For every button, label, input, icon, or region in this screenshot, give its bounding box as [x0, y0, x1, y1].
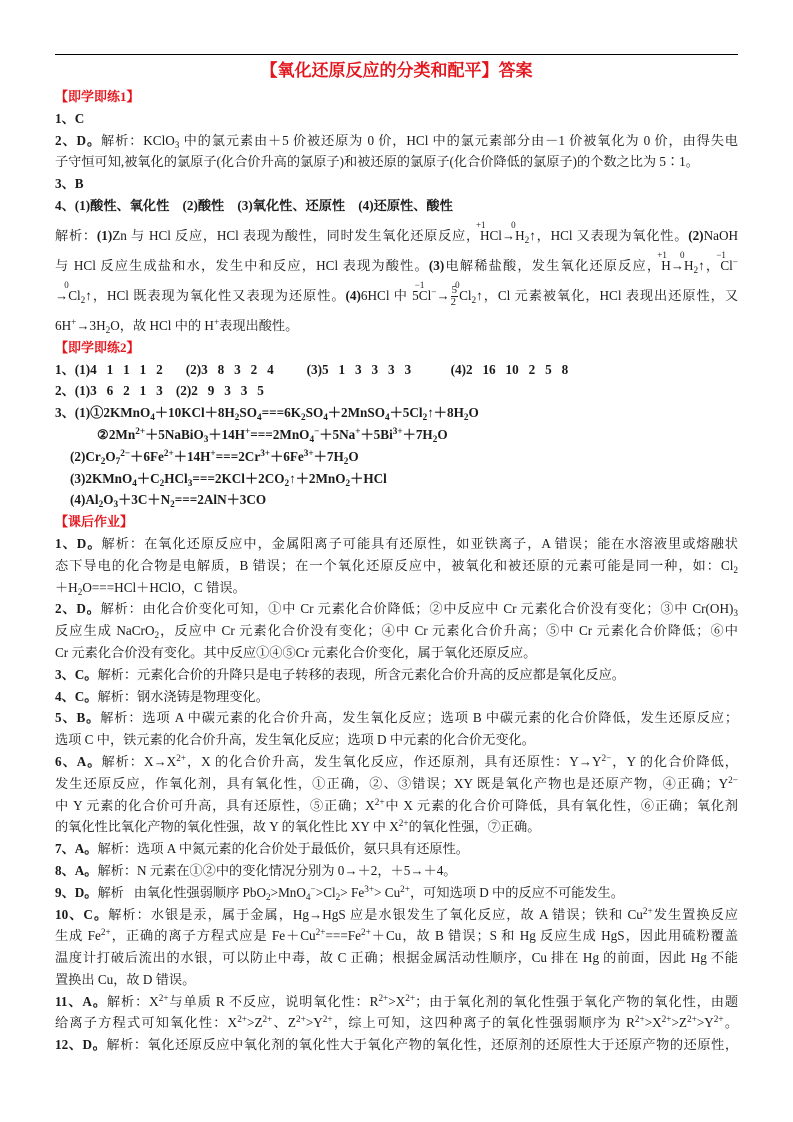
text-run: > Cu — [374, 884, 401, 900]
text-line — [55, 795, 738, 817]
oxidation-number: +1 — [657, 249, 667, 260]
superscript: + — [71, 316, 77, 327]
subscript: 3 — [203, 433, 209, 444]
text-line — [55, 729, 738, 751]
subscript: 2 — [524, 234, 530, 245]
bold-text-run: 1、D。 — [55, 535, 102, 551]
oxidation-number: +1 — [475, 219, 486, 230]
oxidation-number: 0 — [64, 279, 69, 290]
section-heading: 【即学即练1】 — [55, 89, 140, 104]
text-run: →3H — [76, 317, 106, 333]
text-run: 解析 由氧化性强弱顺序 PbO — [97, 884, 267, 900]
subscript: 2 — [432, 433, 438, 444]
subscript: 2 — [266, 891, 271, 902]
text-run: (2)Cr — [70, 448, 101, 464]
text-run: 生成 Fe — [55, 928, 101, 944]
subscript: 2 — [284, 477, 290, 488]
text-run: ，Y 的化合价降低， — [611, 753, 738, 769]
text-run: 6HCl 中 5 — [360, 287, 419, 303]
text-run: ＋10KCl＋8H — [154, 405, 235, 421]
text-run: ，反应中 Cr 元素化合价没有变化；④中 Cr 元素化合价升高；⑤中 Cr 元素化合价降低；⑥中 — [159, 623, 738, 639]
text-run: 选项 C 中，铁元素的化合价升高，发生氧化反应；选项 D 中元素的化合价无变化。 — [55, 732, 535, 748]
text-run: Cl→ — [489, 227, 516, 243]
text-run: 中的氯元素由＋5 价被还原为 0 价，HCl 中的氯元素部分由－1 价被氧化为 0 价，由得失电 — [179, 132, 738, 148]
subscript: 4 — [309, 433, 315, 444]
subscript: 2 — [471, 294, 477, 305]
fraction-numerator: 5 — [451, 284, 458, 297]
text-run: ＋7H — [402, 426, 433, 442]
bold-text-run: 12、D。 — [55, 1037, 107, 1053]
text-run: 反应生成 NaCrO — [55, 623, 155, 639]
superscript: 2− — [120, 447, 131, 458]
text-run: ，正确的离子方程式应是 Fe＋Cu — [110, 928, 316, 944]
text-run: 置换出 Cu，故 D 错误。 — [55, 971, 196, 987]
text-line — [55, 446, 738, 468]
subscript: 3 — [113, 499, 119, 510]
text-run: 解析：X→X — [101, 753, 177, 769]
text-run: 态下导电的化合物是电解质，B 错误；在一个氧化还原反应中，被氧化和被还原的元素可能是同一种，如：Cl — [55, 557, 734, 573]
text-run: HCl — [164, 470, 188, 486]
oxidation-state-annotation — [414, 279, 432, 307]
text-run: ＋Cu，故 B 错误；S 和 Hg 反应生成 HgS，因此用硫粉覆盖 — [370, 928, 738, 944]
text-run: 解析：钢水浇铸是物理变化。 — [97, 688, 269, 704]
bold-text-run: 4、C。 — [55, 688, 98, 704]
text-run: ↑，Cl 元素被氧化，HCl 表现出还原性，又 — [476, 287, 738, 303]
text-run: >Y — [696, 1015, 714, 1031]
text-line — [55, 577, 738, 599]
subscript: 4 — [150, 412, 155, 423]
text-run: ↑＋8H — [427, 405, 464, 421]
text-run: ＋6Fe — [270, 448, 304, 464]
text-line — [55, 359, 738, 381]
text-run: 电解稀盐酸，发生氧化还原反应， — [444, 257, 662, 273]
text-run: 解析：选项 A 中碳元素的化合价升高，发生氧化反应；选项 B 中碳元素的化合价降低，发生还原反应； — [100, 710, 738, 726]
text-run: 3、(1)①2KMnO — [55, 405, 151, 421]
subscript: 2 — [300, 412, 306, 423]
oxidation-state-annotation — [657, 249, 671, 277]
bold-text-run: 7、A。 — [55, 841, 98, 857]
text-run: ＋HCl — [350, 470, 387, 486]
superscript: 2+ — [262, 1014, 273, 1025]
text-run: ===2KCl＋2CO — [192, 470, 285, 486]
subscript: 3 — [733, 608, 738, 619]
text-run: 子守恒可知,被氧化的氯原子(化合价升高的氯原子)和被还原的氯原子(化合价降低的氯原子)的个数之比为 5∶1。 — [55, 154, 699, 170]
superscript: 2+ — [237, 1014, 248, 1025]
text-run: ＋14H — [208, 426, 245, 442]
text-run: >Cl — [315, 884, 336, 900]
element-symbol: Cl — [720, 257, 733, 273]
text-run: ↑，HCl 又表现为氧化性。 — [529, 227, 689, 243]
text-run: ↑， — [698, 257, 721, 273]
text-run: 解析：N 元素在①②中的变化情况分别为 0→＋2，＋5→＋4。 — [97, 862, 457, 878]
oxidation-state-annotation — [511, 219, 525, 247]
superscript: 3+ — [364, 883, 375, 894]
text-run: SO — [239, 405, 257, 421]
page-title: 【氧化还原反应的分类和配平】答案 — [260, 61, 533, 80]
text-run: ＋2MnSO — [327, 405, 385, 421]
section-heading: 【课后作业】 — [55, 514, 134, 530]
text-line — [55, 816, 738, 838]
oxidation-number: −1 — [414, 279, 425, 290]
text-run: O — [348, 448, 359, 464]
text-run: 给离子方程式可知氧化性：X — [55, 1015, 238, 1031]
superscript: 2+ — [687, 1014, 697, 1025]
superscript: 2+ — [360, 927, 371, 938]
text-run: 的氧化性强，⑦正确。 — [408, 819, 541, 835]
text-line — [55, 489, 738, 511]
subscript: 2 — [733, 564, 738, 575]
text-line — [55, 751, 738, 773]
text-run: ＋7H — [313, 448, 344, 464]
element-symbol: Cl — [68, 287, 81, 303]
superscript: 2+ — [135, 425, 146, 436]
text-run: → — [670, 257, 684, 273]
text-run: >Z — [671, 1015, 687, 1031]
subscript: 2 — [693, 264, 699, 275]
subscript: 3 — [187, 477, 193, 488]
element-symbol: H — [479, 227, 490, 243]
subscript: 2 — [77, 586, 83, 597]
text-run: 解析：由化合价变化可知，①中 Cr 元素化合价降低；②中反应中 Cr 元素化合价没有变化；③中 Cr(OH) — [100, 601, 734, 617]
superscript: 2+ — [378, 992, 389, 1003]
subscript: 2 — [335, 891, 341, 902]
superscript: 2− — [728, 774, 738, 785]
superscript: 2+ — [296, 1014, 306, 1025]
superscript: 2+ — [100, 927, 111, 938]
superscript: 2+ — [661, 1014, 672, 1025]
bold-text-run: (2) — [688, 227, 704, 243]
text-run: ，综上可知，这四种离子的氧化性强弱顺序为 R — [332, 1015, 635, 1031]
answer-content — [55, 86, 738, 1056]
superscript: 2+ — [315, 927, 326, 938]
oxidation-state-annotation — [64, 279, 81, 307]
bold-text-run: (3) — [428, 257, 445, 273]
text-run: ===6K — [261, 405, 301, 421]
text-run: O — [103, 492, 114, 508]
text-line — [55, 1034, 738, 1056]
text-run: 解析：在氧化还原反应中，金属阳离子可能具有还原性，如亚铁离子，A 错误；能在水溶液里或熔融状 — [101, 535, 738, 551]
superscript: + — [210, 447, 216, 458]
text-run: ；由于氧化剂的氧化性强于氧化产物的氧化性，由题 — [415, 993, 738, 1009]
bold-text-run: 8、A。 — [55, 862, 98, 878]
text-line — [55, 860, 738, 882]
text-run: 3、B — [55, 176, 84, 192]
text-line — [55, 173, 738, 195]
text-run: Zn 与 HCl 反应，HCl 表现为酸性，同时发生氧化还原反应， — [112, 227, 480, 243]
text-line — [55, 130, 738, 152]
text-run: >X — [644, 1015, 662, 1031]
header-rule — [55, 54, 738, 55]
subscript: 2 — [105, 324, 111, 335]
text-run: >X — [388, 993, 406, 1009]
oxidation-state-annotation — [716, 249, 733, 277]
text-run: ＋14H — [173, 448, 211, 464]
subscript: 2 — [98, 499, 104, 510]
text-line — [55, 555, 738, 577]
text-line — [55, 380, 738, 402]
superscript: 2+ — [374, 796, 385, 807]
text-run: ＋6Fe — [130, 448, 164, 464]
oxidation-state-annotation — [455, 279, 472, 307]
text-line — [55, 108, 738, 130]
text-run: 、Z — [272, 1015, 296, 1031]
text-run: 解析：选项 A 中氮元素的化合价处于最低价，氨只具有还原性。 — [97, 841, 469, 857]
subscript: 2 — [154, 630, 160, 641]
section-heading: 【即学即练2】 — [55, 339, 140, 355]
text-line — [55, 195, 738, 217]
text-run: 发生还原反应，作氧化剂，具有氧化性，①正确，②、③错误；XY 既是氧化产物也是还原产物，④正确；Y — [55, 775, 729, 791]
text-line — [55, 904, 738, 926]
subscript: 3 — [174, 139, 180, 150]
text-run: ＋5Bi — [360, 426, 393, 442]
superscript: − — [314, 425, 320, 436]
text-run: (4)Al — [70, 492, 99, 508]
text-run: 1、(1)4 1 1 1 2 (2)3 8 3 2 4 (3)5 1 3 3 3 3 (4)2 16 10 2 5 8 — [55, 361, 569, 377]
text-line — [55, 686, 738, 708]
text-run: 解析： — [55, 227, 97, 243]
text-run: ，可知选项 D 中的反应不可能发生。 — [410, 884, 624, 900]
oxidation-state-annotation — [679, 249, 694, 277]
text-run: 温度计打破后流出的水银，可以防止中毒，故 C 正确；根据金属活动性顺序，Cu 排在 Hg 的前面，因此 Hg 不能 — [55, 950, 738, 966]
text-line — [55, 947, 738, 969]
superscript: − — [431, 286, 437, 297]
text-run: 的氧化性比氧化产物的氧化性强，故 Y 的氧化性比 XY 中 X — [55, 819, 399, 835]
bold-text-run: 10、C。 — [55, 906, 109, 922]
subscript: 2 — [463, 412, 469, 423]
text-line — [55, 402, 738, 424]
fraction-denominator: 2 — [450, 296, 457, 309]
bold-text-run: 3、C。 — [55, 666, 98, 682]
text-line — [55, 533, 738, 555]
element-symbol: Cl — [459, 287, 472, 303]
subscript: 7 — [115, 455, 121, 466]
text-run: ＋5NaBiO — [145, 426, 204, 442]
text-run: ===2MnO — [250, 426, 310, 442]
superscript: 2+ — [634, 1014, 645, 1025]
superscript: − — [310, 883, 316, 894]
superscript: 2− — [601, 752, 612, 763]
text-run: O，故 HCl 中的 H — [110, 317, 214, 333]
superscript: 2+ — [163, 447, 174, 458]
text-run: Cr 元素化合价没有变化。其中反应①④⑤Cr 元素化合价变化，属于氧化还原反应。 — [55, 644, 537, 660]
text-run: ＋3C＋N — [118, 492, 171, 508]
superscript: 2+ — [158, 992, 169, 1003]
subscript: 2 — [100, 455, 106, 466]
text-run: 与单质 R 不反应，说明氧化性：R — [168, 993, 379, 1009]
subscript: 4 — [256, 412, 262, 423]
text-run: > Fe — [340, 884, 365, 900]
text-run: NaOH — [703, 227, 738, 243]
element-symbol: Cl — [418, 287, 432, 303]
text-line — [55, 882, 738, 904]
subscript: 4 — [305, 891, 311, 902]
subscript: 4 — [132, 477, 137, 488]
text-line — [55, 925, 738, 947]
element-symbol: H — [515, 227, 525, 243]
superscript: + — [213, 316, 220, 327]
text-run: ，X 的化合价升高，发生氧化反应，作还原剂，具有还原性：Y→Y — [186, 753, 602, 769]
subscript: 2 — [80, 294, 86, 305]
oxidation-number: 0 — [455, 279, 460, 290]
text-run: >Z — [247, 1015, 263, 1031]
text-run: → — [436, 287, 450, 303]
text-run: >MnO — [270, 884, 306, 900]
bold-text-run: 2、D。 — [55, 601, 101, 617]
oxidation-number: −1 — [716, 249, 726, 260]
text-run: 4、(1)酸性、氧化性 (2)酸性 (3)氧化性、还原性 (4)还原性、酸性 — [55, 197, 453, 213]
text-run: 解析：X — [106, 993, 159, 1009]
text-run: (3)2KMnO — [70, 470, 133, 486]
text-run: ===2AlN＋3CO — [174, 492, 267, 508]
text-line — [55, 151, 738, 173]
superscript: 2+ — [322, 1014, 333, 1025]
subscript: 4 — [384, 412, 390, 423]
text-run: 。 — [723, 1015, 738, 1031]
text-run: ②2Mn — [97, 426, 136, 442]
text-line — [55, 424, 738, 446]
text-run: 解析：水银是汞，属于金属，Hg→HgS 应是水银发生了氧化反应，故 A 错误；铁和 Cu — [108, 906, 643, 922]
subscript: 2 — [234, 412, 240, 423]
bold-text-run: (4) — [345, 287, 361, 303]
element-symbol: H — [683, 257, 694, 273]
text-run: ↑＋2MnO — [289, 470, 346, 486]
bold-text-run: 5、B。 — [55, 710, 101, 726]
subscript: 2 — [159, 477, 165, 488]
text-line — [55, 642, 738, 664]
text-line — [55, 773, 738, 795]
text-line — [55, 838, 738, 860]
superscript: 3+ — [260, 447, 271, 458]
superscript: + — [244, 425, 251, 436]
text-run: 6H — [55, 317, 72, 333]
text-run: 解析：元素化合价的升降只是电子转移的表现，所含元素化合价升高的反应都是氧化反应。 — [97, 666, 625, 682]
text-line — [55, 707, 738, 729]
subscript: 2 — [422, 412, 428, 423]
text-line — [55, 620, 738, 642]
oxidation-state-annotation — [475, 219, 490, 247]
text-run: 表现出酸性。 — [219, 317, 299, 333]
bold-text-run: 6、A。 — [55, 753, 102, 769]
text-run: 与 HCl 反应生成盐和水，发生中和反应，HCl 表现为酸性。 — [55, 257, 429, 273]
superscript: + — [355, 425, 361, 436]
superscript: 2+ — [713, 1014, 724, 1025]
text-run: >Y — [305, 1015, 323, 1031]
text-run: 发生置换反应 — [652, 906, 738, 922]
oxidation-number: 0 — [679, 249, 685, 260]
text-run: ↑，HCl 既表现为氧化性又表现为还原性。 — [85, 287, 346, 303]
superscript: 2+ — [405, 992, 416, 1003]
superscript: 2+ — [642, 905, 653, 916]
text-run: O — [105, 448, 116, 464]
text-run: 中 Y 元素的化合价可升高，具有还原性，⑤正确；X — [55, 797, 375, 813]
text-run: 2、(1)3 6 2 1 3 (2)2 9 3 3 5 — [55, 383, 264, 399]
text-run: 1、C — [55, 110, 85, 126]
text-line — [55, 307, 738, 337]
text-run: ＋5Cl — [389, 405, 423, 421]
text-run: O===HCl＋HClO，C 错误。 — [82, 579, 246, 595]
text-line — [55, 664, 738, 686]
text-line — [55, 247, 738, 277]
text-run: O — [437, 426, 448, 442]
text-run: 中 X 元素的化合价可降低，具有氧化性，⑥正确；氧化剂 — [384, 797, 738, 813]
text-run: 解析：KClO — [101, 132, 175, 148]
superscript: 2+ — [400, 883, 410, 894]
text-run: O — [468, 405, 479, 421]
text-line — [55, 217, 738, 247]
subscript: 4 — [323, 412, 328, 423]
text-run: ＋H — [55, 579, 78, 595]
subscript: 2 — [345, 477, 351, 488]
element-symbol: H — [661, 257, 671, 273]
text-line — [55, 468, 738, 490]
text-run: SO — [305, 405, 324, 421]
text-line — [55, 277, 738, 307]
bold-text-run: 2、D。 — [55, 132, 102, 148]
superscript: 3+ — [392, 425, 403, 436]
bold-text-run: 11、A。 — [55, 993, 107, 1009]
text-run: ===2Cr — [215, 448, 261, 464]
bold-text-run: 9、D。 — [55, 884, 98, 900]
text-run: → — [55, 287, 69, 303]
oxidation-number: 0 — [511, 219, 516, 230]
text-run: ===Fe — [325, 928, 361, 944]
text-run: 解析：氧化还原反应中氧化剂的氧化性大于氧化产物的氧化性，还原剂的还原性大于还原产物的还原性， — [106, 1037, 738, 1053]
text-line — [55, 1012, 738, 1034]
superscript: − — [732, 256, 738, 267]
superscript: 2+ — [176, 752, 187, 763]
text-line — [55, 969, 738, 991]
subscript: 2 — [170, 499, 175, 510]
text-run: ＋C — [136, 470, 160, 486]
text-line — [55, 991, 738, 1013]
superscript: 2+ — [398, 818, 409, 829]
superscript: 3+ — [303, 447, 314, 458]
bold-text-run: (1) — [96, 227, 113, 243]
text-run: ＋5Na — [319, 426, 356, 442]
text-line — [55, 598, 738, 620]
subscript: 2 — [343, 455, 349, 466]
